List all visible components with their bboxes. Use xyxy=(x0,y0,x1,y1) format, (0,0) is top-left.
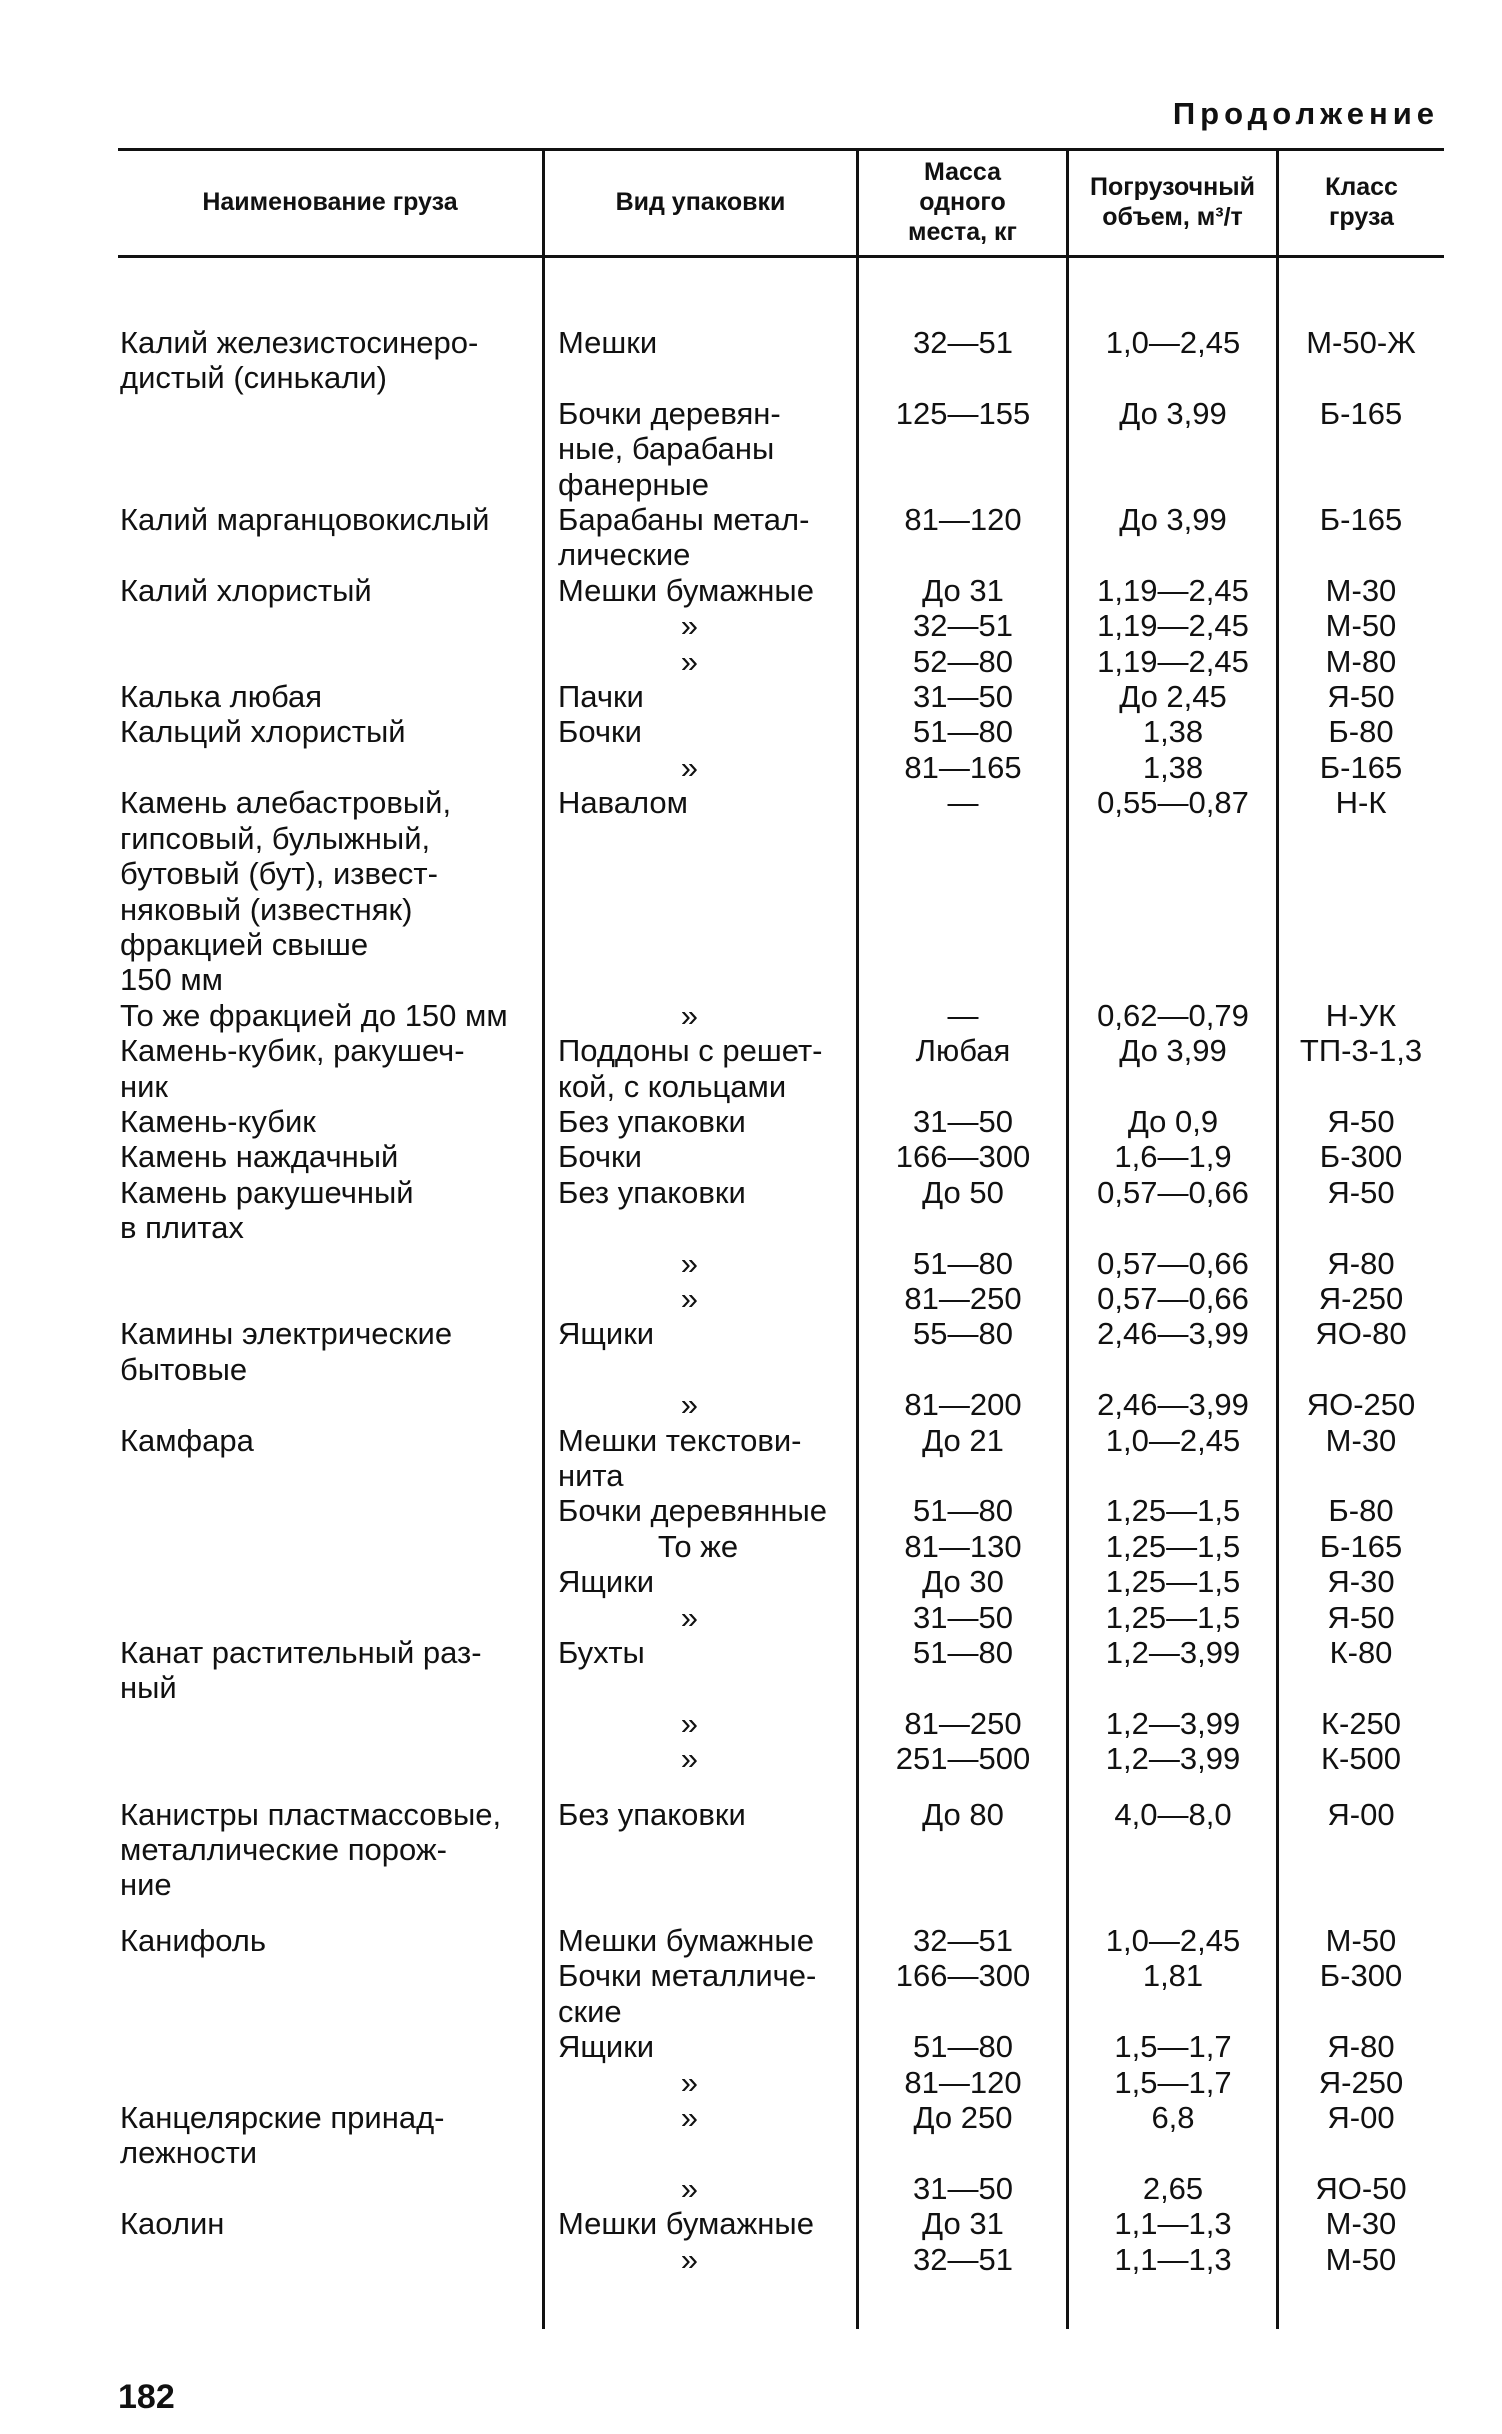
volume-cell: 1,25—1,5 xyxy=(1105,1528,1241,1564)
table-row xyxy=(118,608,1444,643)
cargo-name-cell: Камень алебастровый, гипсовый, булыжный, бутовый (бут), извест- няковый (известняк) фракцией свыше 150 мм xyxy=(120,785,452,998)
packaging-cell: » xyxy=(680,608,698,644)
packaging-cell: » xyxy=(680,1741,698,1777)
volume-cell: 1,1—1,3 xyxy=(1114,2241,1232,2277)
cargo-name-cell xyxy=(118,2171,544,2206)
mass-cell: 81—130 xyxy=(904,1528,1022,1564)
cargo-name-cell xyxy=(118,1600,544,1635)
cargo-name-cell xyxy=(118,1958,544,2029)
table-row xyxy=(118,1797,1444,1903)
mass-cell: До 31 xyxy=(922,572,1004,608)
packaging-cell: » xyxy=(680,2064,698,2100)
table-row xyxy=(118,1958,1444,2029)
class-cell: К-250 xyxy=(1320,1705,1402,1741)
mass-cell: 81—250 xyxy=(904,1705,1022,1741)
mass-cell: До 31 xyxy=(922,2206,1004,2242)
page-number: 182 xyxy=(118,2378,175,2416)
packaging-cell: Без упаковки xyxy=(558,1174,746,1210)
table-row xyxy=(118,1033,1444,1104)
table-row xyxy=(118,679,1444,714)
table-row xyxy=(118,2029,1444,2064)
volume-cell: 2,46—3,99 xyxy=(1097,1316,1249,1352)
mass-cell: 81—120 xyxy=(904,502,1022,538)
volume-cell: 6,8 xyxy=(1151,2099,1195,2135)
cargo-name-cell: Кальций хлористый xyxy=(120,714,406,750)
packaging-cell: » xyxy=(680,1245,698,1281)
mass-cell: 31—50 xyxy=(913,679,1013,715)
cargo-name-cell xyxy=(118,2029,544,2064)
class-cell: Б-300 xyxy=(1319,1958,1403,1994)
packaging-cell: Ящики xyxy=(558,1564,655,1600)
table-row xyxy=(118,1600,1444,1635)
packaging-cell: » xyxy=(680,2241,698,2277)
mass-cell: 125—155 xyxy=(895,395,1031,431)
volume-cell: До 3,99 xyxy=(1119,395,1227,431)
mass-cell: До 50 xyxy=(922,1174,1004,1210)
cargo-name-cell xyxy=(118,1493,544,1528)
class-cell: К-80 xyxy=(1329,1635,1393,1671)
class-cell: Я-00 xyxy=(1327,2099,1395,2135)
volume-cell: 1,19—2,45 xyxy=(1097,572,1249,608)
mass-cell: 31—50 xyxy=(913,1103,1013,1139)
class-cell: К-500 xyxy=(1320,1741,1402,1777)
class-cell: М-30 xyxy=(1325,1422,1397,1458)
cargo-name-cell xyxy=(118,1741,544,1776)
packaging-cell: Бочки металличе- ские xyxy=(558,1958,817,2029)
packaging-cell: Бочки xyxy=(558,1139,642,1175)
packaging-cell: Навалом xyxy=(558,785,688,821)
volume-cell: До 3,99 xyxy=(1119,1033,1227,1069)
packaging-cell: Ящики xyxy=(558,1316,655,1352)
volume-cell: 0,62—0,79 xyxy=(1097,997,1249,1033)
cargo-name-cell xyxy=(118,2242,544,2277)
cargo-name-cell: Каолин xyxy=(120,2206,225,2242)
table-row xyxy=(118,644,1444,679)
table-row xyxy=(118,1923,1444,1958)
mass-cell: 166—300 xyxy=(895,1139,1031,1175)
volume-cell: До 0,9 xyxy=(1127,1103,1219,1139)
packaging-cell: Без упаковки xyxy=(558,1796,746,1832)
class-cell: М-50-Ж xyxy=(1306,325,1416,360)
cargo-name-cell: Канистры пластмассовые, металлические порож- ние xyxy=(120,1796,502,1903)
cargo-name-cell xyxy=(118,644,544,679)
cargo-name-cell: Калька любая xyxy=(120,679,323,715)
volume-cell: 0,55—0,87 xyxy=(1097,785,1249,821)
volume-cell: 1,2—3,99 xyxy=(1105,1741,1241,1777)
packaging-cell: Мешки бумажные xyxy=(558,572,814,608)
table-row xyxy=(118,2206,1444,2241)
class-cell: М-80 xyxy=(1325,643,1397,679)
cargo-name-cell: Камень наждачный xyxy=(120,1139,399,1175)
class-cell: Н-УК xyxy=(1325,997,1397,1033)
volume-cell: 1,5—1,7 xyxy=(1114,2064,1232,2100)
packaging-cell: Поддоны с решет- кой, с кольцами xyxy=(558,1033,823,1104)
volume-cell: До 3,99 xyxy=(1119,502,1227,538)
table-row xyxy=(118,1246,1444,1281)
mass-cell: 52—80 xyxy=(913,643,1013,679)
class-cell: Б-165 xyxy=(1319,502,1403,538)
mass-cell: 51—80 xyxy=(913,1493,1013,1529)
volume-cell: 4,0—8,0 xyxy=(1114,1796,1232,1832)
table-body xyxy=(118,305,1444,2277)
packaging-cell: » xyxy=(680,2170,698,2206)
volume-cell: 1,0—2,45 xyxy=(1105,325,1241,360)
class-cell: М-30 xyxy=(1325,572,1397,608)
class-cell: Б-165 xyxy=(1319,1528,1403,1564)
cargo-table xyxy=(118,148,1444,2329)
volume-cell: 2,46—3,99 xyxy=(1097,1387,1249,1423)
volume-cell: 1,19—2,45 xyxy=(1097,643,1249,679)
volume-cell: 1,0—2,45 xyxy=(1105,1922,1241,1958)
class-cell: Я-80 xyxy=(1327,2029,1395,2065)
cargo-name-cell: Камень-кубик, ракушеч- ник xyxy=(120,1033,465,1104)
class-cell: Б-80 xyxy=(1328,714,1394,750)
class-cell: Б-165 xyxy=(1319,395,1403,431)
packaging-cell: Мешки бумажные xyxy=(558,1922,814,1958)
cargo-name-cell xyxy=(118,1387,544,1422)
packaging-cell: Бочки деревянные xyxy=(558,1493,828,1529)
table-row xyxy=(118,1493,1444,1528)
cargo-name-cell: Камень ракушечный в плитах xyxy=(120,1174,414,1246)
volume-cell: 0,57—0,66 xyxy=(1097,1280,1249,1316)
cargo-name-cell xyxy=(118,396,544,502)
class-cell: Я-00 xyxy=(1327,1796,1395,1832)
table-row xyxy=(118,750,1444,785)
packaging-cell: » xyxy=(680,1599,698,1635)
cargo-name-cell xyxy=(118,2065,544,2100)
table-row xyxy=(118,1423,1444,1494)
mass-cell: 31—50 xyxy=(913,1599,1013,1635)
cargo-name-cell xyxy=(118,1529,544,1564)
table-row xyxy=(118,1139,1444,1174)
table-row xyxy=(118,1635,1444,1706)
mass-cell: 51—80 xyxy=(913,1245,1013,1281)
class-cell: Я-30 xyxy=(1327,1564,1395,1600)
cargo-name-cell: Калий хлористый xyxy=(120,572,372,608)
mass-cell: 32—51 xyxy=(913,1922,1013,1958)
class-cell: Я-250 xyxy=(1318,1280,1404,1316)
table-row xyxy=(118,714,1444,749)
table-row xyxy=(118,1316,1444,1387)
mass-cell: — xyxy=(947,785,979,821)
table-row xyxy=(118,2242,1444,2277)
header-volume: Погрузочный объем, м³/т xyxy=(1090,173,1255,231)
mass-cell: 55—80 xyxy=(913,1316,1013,1352)
mass-cell: 166—300 xyxy=(895,1958,1031,1994)
table-row xyxy=(118,1387,1444,1422)
cargo-name-cell xyxy=(118,1246,544,1281)
volume-cell: 1,25—1,5 xyxy=(1105,1599,1241,1635)
cargo-name-cell xyxy=(118,1706,544,1741)
header-mass: Масса одного места, кг xyxy=(908,158,1017,246)
mass-cell: До 21 xyxy=(922,1422,1004,1458)
table-row xyxy=(118,1281,1444,1316)
mass-cell: 81—200 xyxy=(904,1387,1022,1423)
class-cell: Я-250 xyxy=(1318,2064,1404,2100)
packaging-cell: Бочки деревян- ные, барабаны фанерные xyxy=(558,395,781,502)
table-row xyxy=(118,1529,1444,1564)
mass-cell: Любая xyxy=(915,1033,1011,1069)
volume-cell: 1,38 xyxy=(1142,714,1204,750)
packaging-cell: Без упаковки xyxy=(558,1103,746,1139)
class-cell: ТП-3-1,3 xyxy=(1299,1033,1423,1069)
volume-cell: 2,65 xyxy=(1142,2170,1204,2206)
table-row xyxy=(118,502,1444,573)
packaging-cell: То же xyxy=(657,1528,739,1564)
packaging-cell: Пачки xyxy=(558,679,644,715)
volume-cell: 0,57—0,66 xyxy=(1097,1174,1249,1210)
packaging-cell: » xyxy=(680,749,698,785)
mass-cell: 81—165 xyxy=(904,749,1022,785)
class-cell: Я-50 xyxy=(1327,679,1395,715)
volume-cell: 1,0—2,45 xyxy=(1105,1422,1241,1458)
table-row xyxy=(118,1564,1444,1599)
volume-cell: 1,38 xyxy=(1142,749,1204,785)
packaging-cell: Барабаны метал- лические xyxy=(558,502,810,573)
volume-cell: 1,5—1,7 xyxy=(1114,2029,1232,2065)
cargo-name-cell: Камень-кубик xyxy=(120,1103,316,1139)
cargo-name-cell: Калий железистосинеро- дистый (синькали) xyxy=(120,325,479,396)
packaging-cell: Мешки бумажные xyxy=(558,2206,814,2242)
class-cell: Я-50 xyxy=(1327,1174,1395,1210)
mass-cell: 81—120 xyxy=(904,2064,1022,2100)
class-cell: М-50 xyxy=(1325,608,1397,644)
class-cell: Б-300 xyxy=(1319,1139,1403,1175)
packaging-cell: » xyxy=(680,1387,698,1423)
cargo-name-cell xyxy=(118,1281,544,1316)
mass-cell: 251—500 xyxy=(895,1741,1031,1777)
class-cell: ЯО-80 xyxy=(1315,1316,1407,1352)
packaging-cell: » xyxy=(680,643,698,679)
volume-cell: 1,25—1,5 xyxy=(1105,1564,1241,1600)
class-cell: Н-К xyxy=(1335,785,1387,821)
class-cell: М-30 xyxy=(1325,2206,1397,2242)
cargo-name-cell: Канцелярские принад- лежности xyxy=(120,2099,445,2171)
mass-cell: 51—80 xyxy=(913,714,1013,750)
table-row xyxy=(118,2065,1444,2100)
mass-cell: 51—80 xyxy=(913,1635,1013,1671)
packaging-cell: » xyxy=(680,1280,698,1316)
volume-cell: 1,81 xyxy=(1142,1958,1204,1994)
header-class: Класс груза xyxy=(1325,173,1398,231)
volume-cell: 1,6—1,9 xyxy=(1114,1139,1232,1175)
table-row xyxy=(118,396,1444,502)
packaging-cell: Бухты xyxy=(558,1635,645,1671)
packaging-cell: Бочки xyxy=(558,714,642,750)
class-cell: Б-165 xyxy=(1319,749,1403,785)
table-row xyxy=(118,573,1444,608)
table-row xyxy=(118,1104,1444,1139)
volume-cell: 1,1—1,3 xyxy=(1114,2206,1232,2242)
cargo-name-cell: Камфара xyxy=(120,1422,254,1458)
cargo-name-cell xyxy=(118,750,544,785)
volume-cell: 1,2—3,99 xyxy=(1105,1705,1241,1741)
cargo-name-cell: Калий марганцовокислый xyxy=(120,502,490,538)
cargo-name-cell: Канифоль xyxy=(120,1922,267,1958)
mass-cell: 32—51 xyxy=(913,325,1013,360)
class-cell: Я-50 xyxy=(1327,1103,1395,1139)
mass-cell: До 80 xyxy=(922,1796,1004,1832)
cargo-name-cell: Канат растительный раз- ный xyxy=(120,1635,482,1706)
table-row xyxy=(118,998,1444,1033)
cargo-name-cell: Камины электрические бытовые xyxy=(120,1316,453,1387)
table-row xyxy=(118,1706,1444,1741)
mass-cell: 32—51 xyxy=(913,608,1013,644)
continued-label: Продолжение xyxy=(1172,96,1439,131)
class-cell: ЯО-50 xyxy=(1315,2170,1407,2206)
packaging-cell: » xyxy=(680,1705,698,1741)
table-row xyxy=(118,1741,1444,1776)
packaging-cell: Мешки текстови- нита xyxy=(558,1422,802,1493)
class-cell: М-50 xyxy=(1325,1922,1397,1958)
cargo-name-cell xyxy=(118,1564,544,1599)
mass-cell: 31—50 xyxy=(913,2170,1013,2206)
class-cell: М-50 xyxy=(1325,2241,1397,2277)
table-row xyxy=(118,1175,1444,1246)
mass-cell: 81—250 xyxy=(904,1280,1022,1316)
header-packaging: Вид упаковки xyxy=(615,188,786,216)
packaging-cell: » xyxy=(680,997,698,1033)
class-cell: ЯО-250 xyxy=(1306,1387,1416,1423)
mass-cell: До 30 xyxy=(922,1564,1004,1600)
cargo-name-cell xyxy=(118,608,544,643)
mass-cell: — xyxy=(947,997,979,1033)
cargo-name-cell: То же фракцией до 150 мм xyxy=(120,997,508,1033)
packaging-cell: Ящики xyxy=(558,2029,655,2065)
packaging-cell: » xyxy=(680,2099,698,2135)
table-row xyxy=(118,2100,1444,2171)
mass-cell: 32—51 xyxy=(913,2241,1013,2277)
volume-cell: 1,25—1,5 xyxy=(1105,1493,1241,1529)
volume-cell: 0,57—0,66 xyxy=(1097,1245,1249,1281)
table-row xyxy=(118,325,1444,396)
mass-cell: До 250 xyxy=(913,2099,1013,2135)
packaging-cell: Мешки xyxy=(558,325,658,360)
class-cell: Я-50 xyxy=(1327,1599,1395,1635)
header-name: Наименование груза xyxy=(202,188,458,216)
volume-cell: 1,19—2,45 xyxy=(1097,608,1249,644)
volume-cell: До 2,45 xyxy=(1119,679,1227,715)
class-cell: Б-80 xyxy=(1328,1493,1394,1529)
mass-cell: 51—80 xyxy=(913,2029,1013,2065)
volume-cell: 1,2—3,99 xyxy=(1105,1635,1241,1671)
table-row xyxy=(118,2171,1444,2206)
class-cell: Я-80 xyxy=(1327,1245,1395,1281)
table-row xyxy=(118,785,1444,997)
